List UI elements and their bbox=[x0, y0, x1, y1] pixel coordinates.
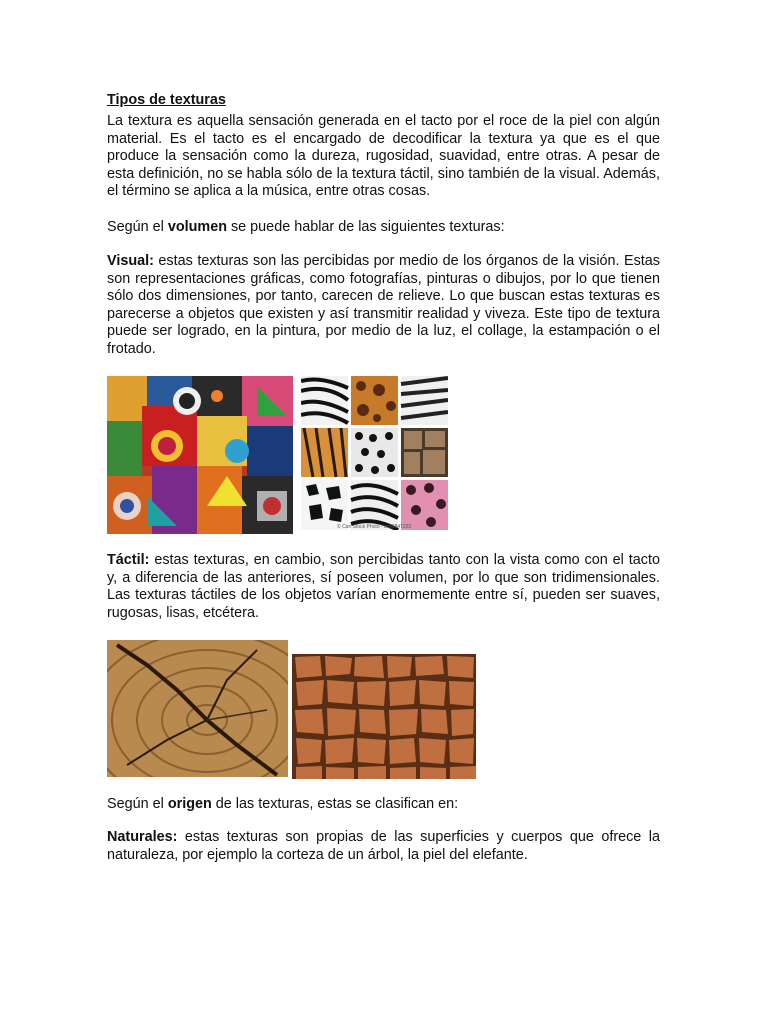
visual-paragraph: Visual: estas texturas son las percibidas por medio de los órganos de la visión. Estas son representaciones gráficas, como fotografías, pinturas o dibujos, por lo que tienen sólo dos dimensiones, por tanto, carecen de relieve. Lo que buscan estas texturas es parecerse a objetos que existen y así transmitir realidad y viveza. Este tipo de textura puede ser logrado, en la pintura, por medio de la luz, el collage, la estampación o el frotado. bbox=[107, 253, 660, 357]
volumen-line: Según el volumen se puede hablar de las siguientes texturas: bbox=[107, 219, 505, 235]
cracked-earth-image bbox=[292, 654, 476, 779]
tactil-paragraph: Táctil: estas texturas, en cambio, son percibidas tanto con la vista como con el tacto y, a diferencia de las anteriores, sí poseen volumen, por lo que son tridimensionales. Las texturas táctiles de los objetos varían enormemente entre sí, pueden ser suaves, rugosas, lisas, etcétera. bbox=[107, 552, 660, 621]
animal-prints-image bbox=[301, 376, 448, 530]
intro-paragraph: La textura es aquella sensación generada en el tacto por el roce de la piel con algún material. Es el tacto es el encargado de decodificar la textura ya que es el que produce la sensación como la dureza, rugosidad, suavidad, entre otras. A pesar de esta definición, no se habla sólo de la textura táctil, sino también de la visual. Además, el término se aplica a la música, entre otras cosas. bbox=[107, 113, 660, 200]
page-title: Tipos de texturas bbox=[107, 92, 226, 108]
origen-line: Según el origen de las texturas, estas se clasifican en: bbox=[107, 796, 459, 812]
image-credit: © Can Stock Photo - csp6847233 bbox=[337, 524, 412, 530]
collage-texture-image bbox=[107, 376, 293, 534]
wood-texture-image bbox=[107, 640, 288, 777]
naturales-paragraph: Naturales: estas texturas son propias de las superficies y cuerpos que ofrece la naturaleza, por ejemplo la corteza de un árbol, la piel del elefante. bbox=[107, 829, 660, 863]
